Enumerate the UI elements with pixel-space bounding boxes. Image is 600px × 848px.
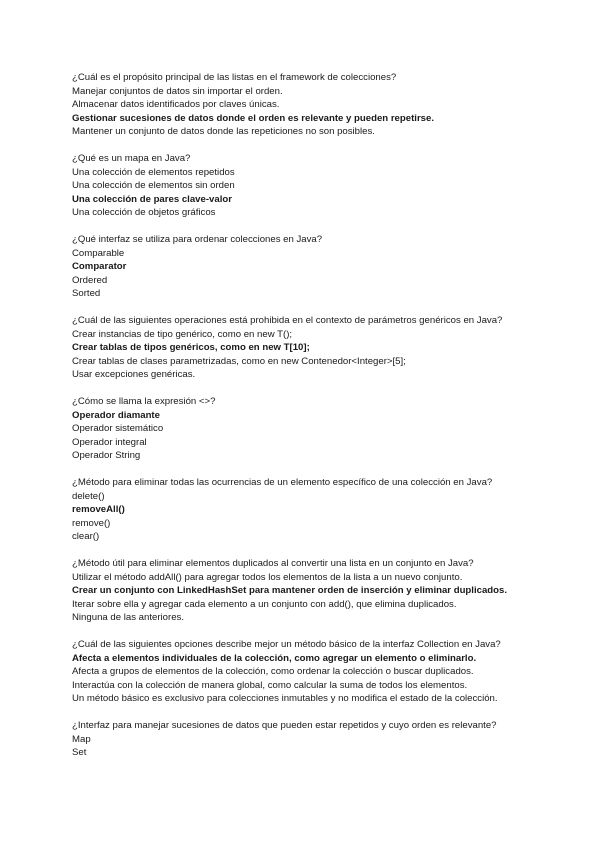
answer-option-correct: Afecta a elementos individuales de la colección, como agregar un elemento o eliminarlo. bbox=[72, 652, 477, 664]
question-block bbox=[72, 314, 552, 382]
question-block bbox=[72, 638, 552, 706]
answer-option: Un método básico es exclusivo para colecciones inmutables y no modifica el estado de la colección. bbox=[72, 693, 498, 704]
answer-option-correct: Gestionar sucesiones de datos donde el orden es relevante y pueden repetirse. bbox=[72, 112, 435, 124]
question-block bbox=[72, 719, 552, 760]
document-page bbox=[72, 71, 552, 773]
answer-option: Una colección de elementos repetidos bbox=[72, 166, 235, 178]
answer-option: Sorted bbox=[72, 288, 101, 299]
answer-option: Manejar conjuntos de datos sin importar el orden. bbox=[72, 85, 283, 97]
answer-option: Set bbox=[72, 747, 87, 758]
answer-option: Afecta a grupos de elementos de la colección, como ordenar la colección o buscar duplicados. bbox=[72, 666, 474, 677]
answer-option: Operador sistemático bbox=[72, 423, 164, 434]
answer-option: Utilizar el método addAll() para agregar todos los elementos de la lista a un nuevo conjunto. bbox=[72, 571, 463, 583]
question-block bbox=[72, 71, 552, 139]
answer-option: Map bbox=[72, 733, 91, 745]
question-prompt: ¿Interfaz para manejar sucesiones de datos que pueden estar repetidos y cuyo orden es relevante? bbox=[72, 720, 497, 731]
answer-option: Una colección de elementos sin orden bbox=[72, 180, 235, 191]
answer-option: Una colección de objetos gráficos bbox=[72, 207, 216, 218]
question-prompt: ¿Qué es un mapa en Java? bbox=[72, 153, 191, 164]
answer-option-correct: Crear un conjunto con LinkedHashSet para mantener orden de inserción y eliminar duplicados. bbox=[72, 585, 508, 596]
question-block bbox=[72, 152, 552, 220]
answer-option: Crear tablas de clases parametrizadas, como en new Contenedor<Integer>[5]; bbox=[72, 355, 406, 367]
answer-option-correct: Comparator bbox=[72, 261, 127, 272]
question-block bbox=[72, 476, 552, 544]
question-block bbox=[72, 233, 552, 301]
answer-option-correct: Operador diamante bbox=[72, 409, 160, 421]
answer-option: Ninguna de las anteriores. bbox=[72, 612, 184, 623]
answer-option: remove() bbox=[72, 517, 111, 529]
question-prompt: ¿Método útil para eliminar elementos duplicados al convertir una lista en un conjunto en Java? bbox=[72, 558, 474, 569]
answer-option: Operador String bbox=[72, 450, 141, 461]
answer-option: Iterar sobre ella y agregar cada elemento a un conjunto con add(), que elimina duplicados. bbox=[72, 598, 457, 610]
answer-option: Usar excepciones genéricas. bbox=[72, 369, 196, 380]
question-prompt: ¿Cuál es el propósito principal de las listas en el framework de colecciones? bbox=[72, 72, 397, 83]
answer-option: Operador integral bbox=[72, 436, 147, 448]
question-prompt: ¿Cómo se llama la expresión <>? bbox=[72, 396, 216, 407]
question-prompt: ¿Cuál de las siguientes opciones describe mejor un método básico de la interfaz Collection en Java? bbox=[72, 639, 501, 650]
answer-option: Crear instancias de tipo genérico, como en new T(); bbox=[72, 328, 293, 340]
answer-option: Almacenar datos identificados por claves únicas. bbox=[72, 99, 280, 110]
answer-option-correct: Crear tablas de tipos genéricos, como en new T[10]; bbox=[72, 342, 310, 353]
answer-option-correct: Una colección de pares clave-valor bbox=[72, 193, 232, 205]
answer-option: Ordered bbox=[72, 274, 108, 286]
answer-option: Mantener un conjunto de datos donde las repeticiones no son posibles. bbox=[72, 126, 375, 137]
answer-option: Comparable bbox=[72, 247, 125, 259]
answer-option: Interactúa con la colección de manera global, como calcular la suma de todos los elementos. bbox=[72, 679, 468, 691]
question-block bbox=[72, 395, 552, 463]
question-prompt: ¿Método para eliminar todas las ocurrencias de un elemento específico de una colección en Java? bbox=[72, 477, 493, 488]
question-block bbox=[72, 557, 552, 625]
question-prompt: ¿Qué interfaz se utiliza para ordenar colecciones en Java? bbox=[72, 234, 323, 245]
question-prompt: ¿Cuál de las siguientes operaciones está prohibida en el contexto de parámetros genéricos en Java? bbox=[72, 315, 503, 326]
answer-option-correct: removeAll() bbox=[72, 504, 125, 515]
answer-option: delete() bbox=[72, 490, 105, 502]
answer-option: clear() bbox=[72, 531, 100, 542]
